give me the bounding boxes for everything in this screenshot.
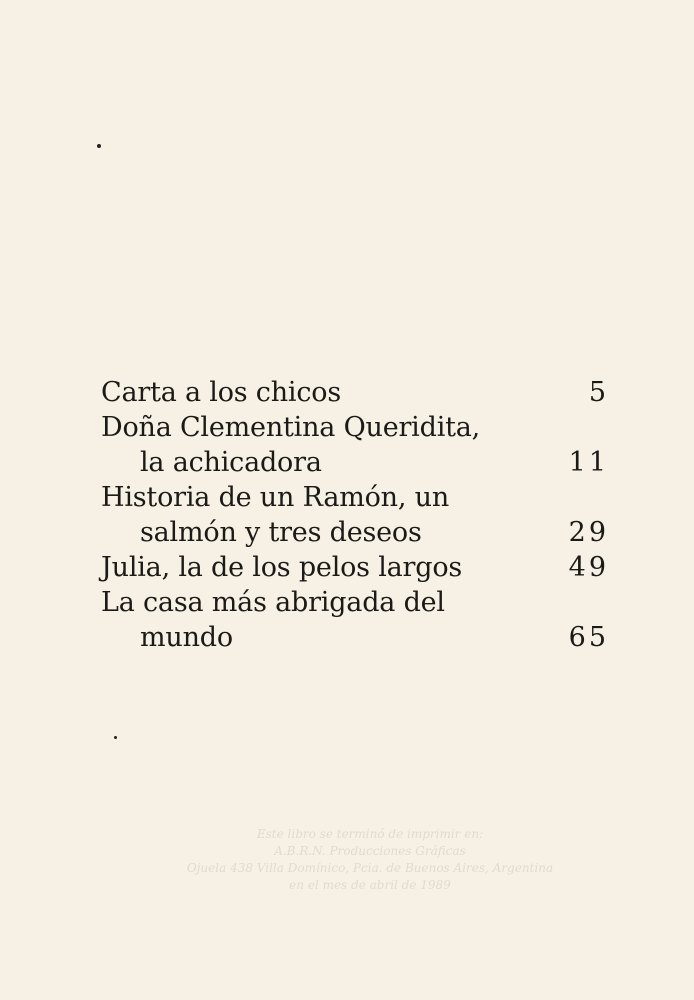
toc-entry xyxy=(101,480,609,550)
toc-entry-title-continuation: salmón y tres deseos xyxy=(140,517,422,548)
ink-speck xyxy=(114,736,117,739)
toc-entry-page-number: 5 xyxy=(588,377,609,408)
toc-entry xyxy=(101,410,609,480)
toc-entry-title: Doña Clementina Queridita, xyxy=(101,412,481,443)
toc-entry xyxy=(101,550,609,585)
toc-entry-page-number: 65 xyxy=(568,622,609,653)
toc-entry-title-continuation: mundo xyxy=(140,622,233,653)
ink-speck xyxy=(97,144,101,148)
toc-entry-page-number: 11 xyxy=(568,447,609,478)
toc-entry-page-number: 29 xyxy=(568,517,609,548)
table-of-contents xyxy=(101,375,609,655)
toc-entry xyxy=(101,375,609,410)
toc-entry xyxy=(101,585,609,655)
toc-entry-title: Julia, la de los pelos largos xyxy=(101,552,463,583)
toc-entry-title: Carta a los chicos xyxy=(101,377,341,408)
colophon-line: Ojuela 438 Villa Domínico, Pcia. de Buenos Aires, Argentina xyxy=(186,861,554,875)
colophon-show-through xyxy=(150,826,590,894)
colophon-line: Este libro se terminó de imprimir en: xyxy=(256,827,484,841)
toc-entry-title-continuation: la achicadora xyxy=(140,447,322,478)
colophon-line: A.B.R.N. Producciones Gráficas xyxy=(274,844,466,858)
toc-entry-title: La casa más abrigada del xyxy=(101,587,445,618)
toc-entry-title: Historia de un Ramón, un xyxy=(101,482,450,513)
toc-entry-page-number: 49 xyxy=(568,552,609,583)
colophon-line: en el mes de abril de 1989 xyxy=(289,878,451,892)
